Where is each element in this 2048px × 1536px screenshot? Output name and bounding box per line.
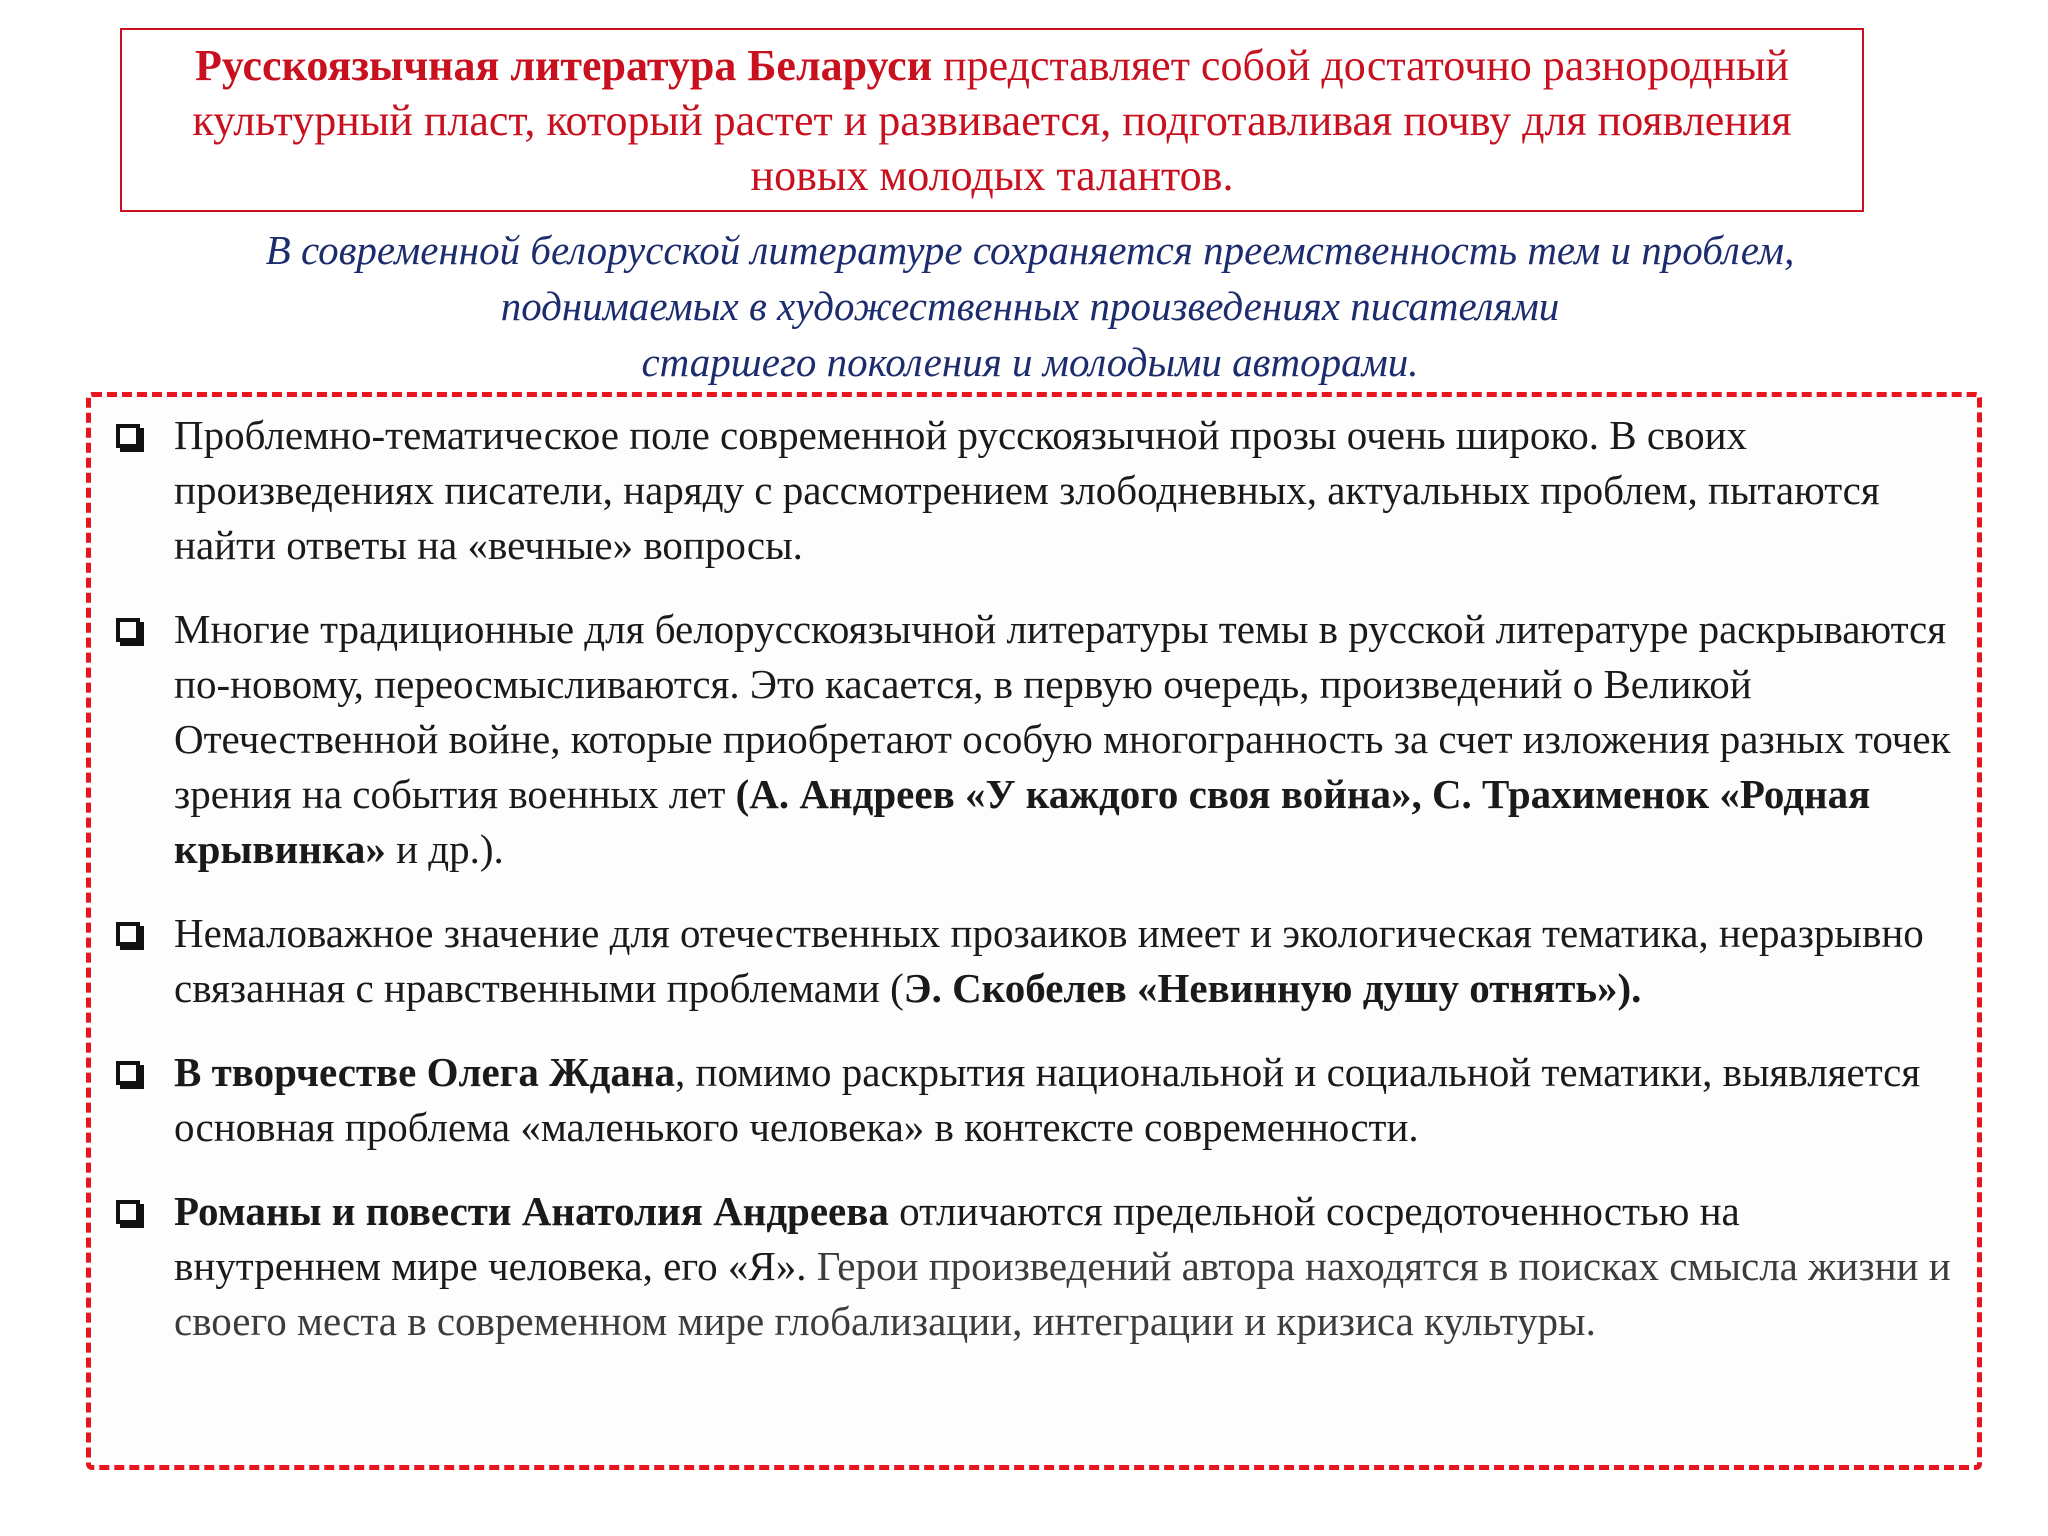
list-item <box>112 1045 1952 1155</box>
item-bold: Романы и повести Анатолия Андреева <box>174 1188 889 1234</box>
checkbox-bullet-icon <box>116 922 140 946</box>
subtitle-line-2: поднимаемых в художественных произведениях писателями <box>500 283 1560 329</box>
item-text: Немаловажное значение для отечественных прозаиков имеет и экологическая тематика, неразрывно связанная с нравственными проблемами ( <box>174 910 1924 1011</box>
item-text: отличаются предельной сосредоточенностью на внутреннем мире человека, его «Я». <box>174 1188 1740 1289</box>
intro-bold: Русскоязычная литература Беларуси <box>195 40 933 90</box>
intro-box <box>120 28 1864 212</box>
list-item <box>112 408 1952 573</box>
intro-text <box>142 38 1842 203</box>
subtitle-line-3: старшего поколения и молодыми авторами. <box>641 339 1419 385</box>
item-text: Проблемно-тематическое поле современной русскоязычной прозы очень широко. В своих произведениях писатели, наряду с рассмотрением злободневных, актуальных проблем, пытаются найти ответы на «вечные» вопросы. <box>174 412 1880 568</box>
item-text: Многие традиционные для белорусскоязычной литературы темы в русской литературе раскрываются по-новому, переосмысливаются. Это касается, в первую очередь, произведений о Великой Отечественной войне, которые приобретают особую многогранность за счет изложения разных точек зрения на события военных лет <box>174 606 1951 817</box>
checkbox-bullet-icon <box>116 1200 140 1224</box>
checkbox-bullet-icon <box>116 1061 140 1085</box>
item-text: , помимо раскрытия национальной и социальной тематики, выявляется основная проблема «маленького человека» в контексте современности. <box>174 1049 1921 1150</box>
list-item <box>112 906 1952 1016</box>
item-tail: и др.). <box>385 826 504 872</box>
item-bold: Э. Скобелев «Невинную душу отнять»). <box>903 965 1642 1011</box>
subtitle <box>110 222 1950 390</box>
checkbox-bullet-icon <box>116 424 140 448</box>
list-item <box>112 602 1952 877</box>
item-tail: Герои произведений автора находятся в поисках смысла жизни и своего места в современном мире глобализации, интеграции и кризиса культуры. <box>174 1243 1951 1344</box>
item-bold: В творчестве Олега Ждана <box>174 1049 675 1095</box>
list-item <box>112 1184 1952 1349</box>
subtitle-line-1: В современной белорусской литературе сохраняется преемственность тем и проблем, <box>265 227 1795 273</box>
item-bold: (А. Андреев «У каждого своя война», С. Трахименок «Родная крывинка» <box>174 771 1871 872</box>
intro-rest: представляет собой достаточно разнородный культурный пласт, который растет и развивается, подготавливая почву для появления новых молодых талантов. <box>192 40 1792 200</box>
bullet-list <box>112 408 1952 1378</box>
checkbox-bullet-icon <box>116 618 140 642</box>
